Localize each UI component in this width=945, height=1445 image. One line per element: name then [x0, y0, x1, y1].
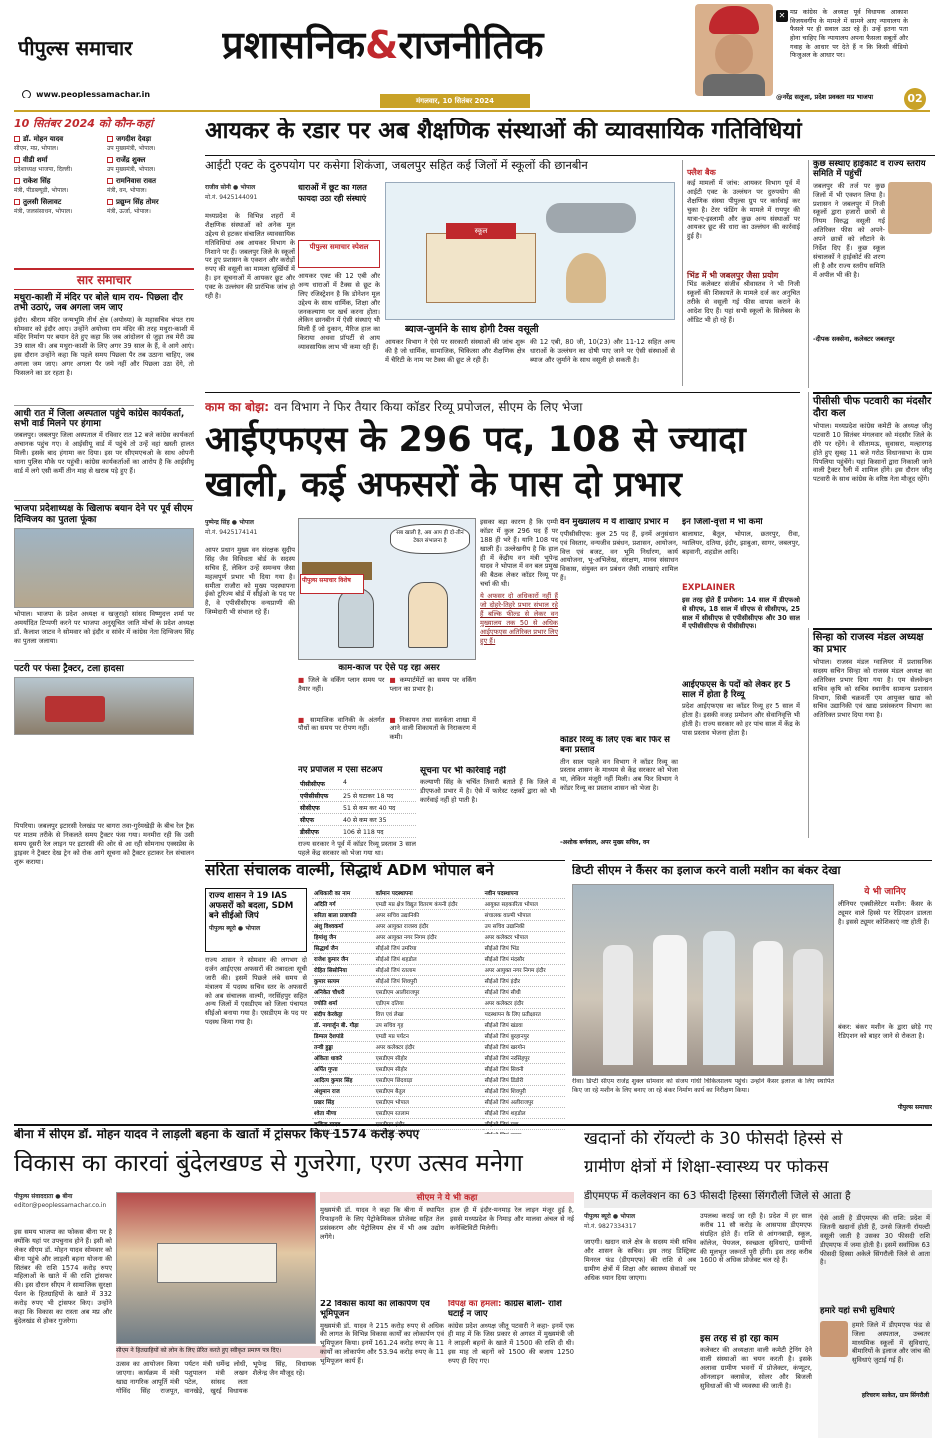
mining-facilities-by: हरिचरण साकेत, ग्राम सिंगरौली [861, 1391, 929, 1399]
effigy-photo [14, 528, 194, 608]
setup-head: नए प्रपोजल में ऐसा सेटअप [298, 766, 383, 775]
ifs-kicker: वन विभाग ने फिर तैयार किया कॉडर रिव्यू प्रपोजल, सीएम के लिए भेजा [274, 400, 583, 414]
person-item: जगदीश देवड़ा उप मुख्यमंत्री, भोपाल। [107, 135, 156, 152]
cm-also-head: सीएम ने ये भी कहा [320, 1192, 574, 1203]
cheat-box [420, 766, 556, 856]
adm-box [205, 888, 307, 952]
lead-body-3: आयकर विभाग ने ऐसे पर सरकारी संस्थाओं की जांच शुरू की है जो धार्मिक, सामाजिक, चिकित्सा और शैक्षणिक क्षेत्र में चैरिटी के नाम पर टैक्स की छूट ले रही हैं। [385, 338, 525, 364]
hc-head: कुछ संस्थाएं हाईकोर्ट व राज्य स्तरीय समिति में पहुंचीं [813, 160, 926, 179]
table-row: ज्योति शर्मा एडीएम दतिया अपर कलेक्टर इंदौर [312, 998, 565, 1009]
cm-body-1: इस समय भाजपा का फोकस बीना पर है क्योंकि यहां पर उपचुनाव होने हैं। इसी को लेकर सीएम डॉ. मोहन यादव सोमवार को बीना पहुंचे और लाड़ली बहना योजना की सितंबर की राशि 1574 करोड़ रुपए महिलाओं के खाते में की राशि ट्रांसफर की। इस दौरान सीएम ने सामाजिक सुरक्षा पेंशन के हितग्राहियों के खाते में 332 करोड़ रुपए भी ट्रांसफर किए। उन्होंने कहा कि विकास का रास्ता अब मप्र और बुंदेलखंड से होकर गुजरेगा। [14, 1228, 112, 1325]
mining-subhead: डीएमएफ में कलेक्शन का 63 फीसदी हिस्सा सिंगरौली जिले से आता है [584, 1190, 932, 1208]
bhind-body: भिंड कलेक्टर संजीव श्रीवास्तव ने भी निजी स्कूलों की शिकायतें के मामले दर्ज कर अनुचित तरीके से वसूली गई फीस वापस कराने के आदेश दिए हैं। यहां सभी स्कूलों के सिलेबस के ऑडिट भी हो रहे हैं। [687, 280, 800, 324]
effect-item: निकायन तथा सतर्कता शाखा में आने वाली शिकायतों के निराकरण में कमी। [389, 715, 476, 742]
person-item: प्रद्युम्न सिंह तोमर मंत्री, ऊर्जा, भोपाल। [107, 198, 159, 215]
table-row: एपीसीसीएफ 25 से घटाकर 18 पद [298, 789, 416, 801]
tractor-photo [14, 677, 194, 735]
hc-quote-by: -दीपक सक्सेना, कलेक्टर जबलपुर [813, 334, 895, 343]
lead-body-2: आयकर एक्ट की 12 एबी और अन्य धाराओं में टैक्स से छूट के लिए रजिस्ट्रेशन है कि डोनेशन मूल उद्देश्य के साथ धार्मिक, शिक्षा और जनकल्याण पर खर्च करना होता। लेकिन छानबीन में ऐसी संस्थाएं भी मिली हैं जो दुकान, मैरिज हाल का किराया अथवा प्रॉपर्टी से आय व्यावसायिक लाभ भी कमा रही हैं। [298, 272, 380, 352]
person-item: डॉ. मोहन यादव सीएम, मप्र, भोपाल। [14, 135, 64, 152]
adm-headline: सरिता संचालक वाल्मी, सिद्धार्थ ADM भोपाल बने [205, 862, 494, 879]
quote-avatar [695, 4, 773, 96]
setup-box [298, 766, 416, 856]
sar-story-2-body: जबलपुर। जबलपुर जिला अस्पताल में रविवार रात 12 बजे कांग्रेस कार्यकर्ता अचानक पहुंच गए। वे आईसीयू वार्ड में पहुंचे तो उन्हें वहां खस्ती हालत मिली। इसके बाद हंगामा कर दिया। इस पर सीएमएचओ के साथ ओपनी थाना पुलिस मौके पर पहुंची। कांग्रेस कार्यकर्ताओं का आरोप है कि आईसीयू वार्ड में लगे एसी कर्मी तीन माह से खराब पड़े हुए हैं। [14, 431, 194, 475]
right-top-story [808, 160, 932, 388]
sar-samachar [14, 268, 194, 820]
page-number: 02 [904, 88, 926, 110]
cm-also-body-1: मुख्यमंत्री डॉ. यादव ने कहा कि बीना में स्थापित रिफाइनरी के लिए पेट्रोकेमिकल प्रोजेक्ट सहित तेल प्रसंस्करण और पेट्रोलियम क्षेत्र में भी अब उद्योग लगेंगे। [320, 1206, 444, 1241]
cancer-side-item-1: लीनियर एक्सीलेरेटर मशीन: कैंसर के ट्यूमर वाले हिस्से पर रेडिएशन डालता है। इससे ट्यूमर कोशिकाएं नष्ट होती हैं। [838, 900, 932, 926]
sinha-story [808, 628, 932, 838]
table-row: पीसीसीएफ 4 [298, 778, 416, 790]
lead-headline: आयकर के रडार पर अब शैक्षणिक संस्थाओं की व्यावसायिक गतिविधियां [205, 118, 802, 144]
globe-icon [22, 90, 31, 98]
mining-headline-2: ग्रामीण क्षेत्रों में शिक्षा-स्वास्थ्य पर फोकस [584, 1158, 829, 1177]
cm-opp-label: विपक्ष का हमला: [448, 1300, 502, 1309]
bottom-rule [14, 1124, 932, 1126]
cancer-rule [572, 860, 932, 861]
pcc-body: भोपाल। मध्यप्रदेश कांग्रेस कमेटी के अध्यक्ष जीतू पटवारी 10 सितंबर मंगलवार को मंदसौर जिले के दौरे पर रहेंगे। वे सीतामऊ, सुवासरा, मल्हारगढ़ होते हुए सुबह 11 बजे गरोठ विधानसभा के ग्राम पिपलिया पहुंचेंगे। यहां किसानों द्वारा निकाली जाने वाली ट्रैक्टर रैली में शामिल होंगे। इस दौरान जीतू पटवारी के साथ कांग्रेस के वरिष्ठ नेता मौजूद रहेंगे। [813, 422, 932, 484]
mining-byline: पीपुल्स ब्यूरो ● भोपाल मो.नं. 9827334317 [584, 1213, 637, 1230]
date-strip: मंगलवार, 10 सितंबर 2024 [380, 94, 530, 108]
table-row: सरिता बाला प्रजापति अपर सचिव उद्यानिकी संचालक वाल्मी भोपाल [312, 910, 565, 921]
cm-works-box [320, 1300, 444, 1438]
table-row: अदिति गर्ग एमडी मप्र क्षेत्र विद्युत वितरण कंपनी इंदौर आयुक्त सहकारिता भोपाल [312, 899, 565, 910]
lead-rule [205, 155, 935, 156]
ifs-label: काम का बोझ: [205, 400, 270, 414]
cm-works-head: 22 विकास कार्यों का लोकार्पण एवं भूमिपूजन [320, 1300, 430, 1319]
person-item: राजेंद्र शुक्ल उप मुख्यमंत्री, भोपाल। [107, 156, 156, 173]
sar-story-4-head: पटरी पर फंसा ट्रैक्टर, टला हादसा [14, 660, 194, 674]
cancer-side-head: ये भी जानिए [864, 887, 906, 897]
section-title: प्रशासनिक&राजनीतिक [222, 23, 544, 67]
mining-body-1: जाएगी। खदान वाले क्षेत्र के सदस्य मंत्री सचिव और शासन के सचिव। इस तरह डिस्ट्रिक्ट मिनरल फंड (डीएमएफ) की राशि से अब ग्रामीण क्षेत्रों में शिक्षा और स्वास्थ्य सेवाओं पर अधिक ध्यान दिया जाएगा। [584, 1238, 696, 1282]
who-where-box [14, 116, 194, 258]
mining-body-2: उपलब्ध कराई जा रही है। प्रदेश में हर साल करीब 11 सौ करोड़ के आसपास डीएमएफ संग्रहित होते हैं। राशि से आंगनबाड़ी, स्कूल, कॉलेज, पेयजल, स्वच्छता सुविधाएं, ग्रामीणों की मूलभूत जरूरतें पूरी होंगी। इस तरह करीब 1600 से अधिक प्रोजेक्ट चल रहे हैं। [700, 1212, 812, 1265]
table-row: आदित्य कुमार सिंह एसडीएम छिंदवाड़ा सीईओ जिपं डिंडोरी [312, 1075, 565, 1086]
review-head: कॉडर रिव्यू के लिए एक बार फिर से बना प्रस्ताव [560, 736, 670, 755]
cm-also-box [320, 1192, 574, 1298]
districts-box [682, 518, 800, 858]
pcc-head: पीसीसी चीफ पटवारी का मंदसौर दौरा कल [813, 392, 932, 419]
table-row: तन्वी हुड्डा अपर कलेक्टर इंदौर सीईओ जिपं खरगोन [312, 1042, 565, 1053]
person-item: तुलसी सिलावट मंत्री, जलसंसाधन, भोपाल। [14, 198, 73, 215]
table-row: सिद्धार्थ जैन सीईओ जिपं उमरिया सीईओ जिपं भिंड [312, 943, 565, 954]
ifs-underlined-note: ये अफसर दो अधिकारों नहीं हैं जो दोहरे-तिहरे प्रभार संभाल रहे हैं बल्कि फील्ड से लेकर वन मुख्यालय तक 50 से अधिक आईएफएस अतिरिक्त प्रभार लिए हुए हैं। [480, 592, 558, 645]
adm-byline: पीपुल्स ब्यूरो ● भोपाल [209, 925, 261, 933]
sar-story-3-body: भोपाल। भाजपा के प्रदेश अध्यक्ष व खजुराहो सांसद विष्णुदत्त शर्मा पर अमर्यादित टिप्पणी करने पर भाजपा अनुसूचित जाति मोर्चा के प्रदेश अध्यक्ष डॉ. कैलाश जाटव ने सोमवार को इंदौर व सांवेर में कांग्रेस नेता दिग्विजय सिंह का पुतला जलाया। [14, 610, 194, 645]
table-row: श्वेता मीणा एसडीएम रतलाम सीईओ जिपं शहडोल [312, 1108, 565, 1119]
ifs-rule [205, 392, 800, 393]
table-row: कुमार सत्यम सीईओ जिपं शिवपुरी सीईओ जिपं इंदौर [312, 976, 565, 987]
table-row: सीएफ 40 से कम कर 35 [298, 813, 416, 825]
transfer-table [312, 888, 565, 1134]
mukhyalay-body: एपीसीसीएफ: कुल 25 पद हैं, इनमें अनुसंधान एवं विस्तार, वन्यजीव प्रबंधन, प्रशासन, आयोजन, वित्त एवं बजट, वन भूमि निर्धारण, कार्य आयोजना, भू-अभिलेख, संरक्षण, मानव संसाधन विकास, संयुक्त वन प्रबंधन जैसी शाखाएं शामिल हैं। [560, 529, 678, 583]
cancer-side-box [838, 884, 932, 1120]
setup-note: राज्य सरकार ने पूर्व में कॉडर रिव्यू प्रस्ताव 3 साल पहले केंद्र सरकार को भेजा गया था। [298, 839, 416, 856]
lead-subhead-a: धाराओं में छूट का गलत फायदा उठा रही संस्थाएं [298, 183, 367, 203]
cm-byline: पीपुल्स संवाददाता ● बीना editor@peoplessamachar.co.in [14, 1193, 107, 1209]
cm-photo-caption: सीएम ने हितग्राहियों को लोन के लिए प्रेरित करते हुए स्वीकृत प्रमाण पत्र दिए। [116, 1346, 326, 1358]
bhind-head: भिंड में भी जबलपुर जैसा प्रयोग [687, 271, 779, 280]
cancer-headline: डिप्टी सीएम ने कैंसर का इलाज करने वाली मशीन का बंकर देखा [572, 864, 841, 877]
districts-head: इन जिलों-वृत्तों में भी कमी [682, 518, 763, 527]
mining-facilities-head: हमारे यहां सभी सुविधाएं [820, 1306, 895, 1316]
table-row: संदीप केरकेट्टा वित्त एवं लेखा पदस्थापन के लिए प्रतीक्षारत [312, 1009, 565, 1020]
table-row: अंशुमान राज एसडीएम बैतूल सीईओ जिपं शिवपुरी [312, 1086, 565, 1097]
effect-item: जिले के वर्किंग प्लान समय पर तैयार नहीं। [298, 676, 385, 693]
cheat-head: सूचना पर भी कार्रवाई नहीं [420, 766, 506, 776]
sar-story-2-head: आधी रात में जिला अस्पताल पहुंचे कांग्रेस कार्यकर्ता, सभी वार्ड मिलने पर हंगामा [14, 405, 194, 430]
effect-item: कम्पार्टमेंटों का समय पर वर्किंग प्लान का प्रभार है। [389, 676, 476, 693]
cm-works-body: मुख्यमंत्री डॉ. यादव ने 215 करोड़ रुपए से अधिक की लागत के विभिन्न विकास कार्यों का लोकार्पण एवं भूमिपूजन किया। इनमें 161.24 करोड़ रुपए के 11 कार्यों का लोकार्पण और 53.94 करोड़ रुपए के 11 भूमिपूजन कार्य हैं। [320, 1321, 444, 1366]
cheat-body: कल्याणी सिंह के चर्चित तिवारी बताते हैं कि जिले में डीएफओ प्रभार में है। ऐसे में फारेस्ट रक्षकों द्वारा को भी कार्रवाई नहीं हो पाती है। [420, 778, 556, 805]
exam-body: प्रदेश आईएफएस का कॉडर रिव्यू हर 5 साल में होता है। इसकी वजह प्रमोशन और सेवानिवृत्ति भी होती है। राज्य सरकार को हर पांच साल में केंद्र के पास प्रस्ताव भेजना होता है। [682, 702, 800, 737]
setup-table [298, 778, 416, 838]
sar-title: सार समाचार [14, 268, 194, 290]
lead-byline: राजीव सोनी ● भोपाल मो.नं. 9425144091 [205, 184, 258, 201]
ifs-kicker-line [205, 396, 800, 414]
masthead-rule [14, 110, 930, 112]
table-row: डीसीएफ 106 से 118 पद [298, 825, 416, 837]
table-row: अनिकेत चौधरी एसडीएम आलीराजपुर सीईओ जिपं सीधी [312, 987, 565, 998]
table-row: अंशु विश्वकर्मा अपर आयुक्त राजस्व इंदौर उप सचिव उद्यानिकी [312, 921, 565, 932]
mining-headline-1: खदानों की रॉयल्टी के 30 फीसदी हिस्से से [584, 1130, 843, 1149]
table-row: हिमांशु जैन अपर आयुक्त नगर निगम इंदौर अपर कलेक्टर भोपाल [312, 932, 565, 943]
flash-back-body: कई मामलों में जांच: आयकर विभाग पूर्व में आईटी एक्ट के उल्लंघन पर दुरुपयोग की शैक्षणिक संस्था पीपुल्स ग्रुप पर कार्रवाई कर चुका है। टेरर फंडिंग के मामले में रायपुर की यात्रा-ए-इस्लामी और कुछ अन्य संस्थाओं पर आयकर छूट की धारा का उल्लंघन की कार्रवाई हुई है। [687, 179, 800, 241]
table-row: प्रखर सिंह एसडीएम भोपाल सीईओ जिपं अलीराजपुर [312, 1097, 565, 1108]
brand-name: पीपुल्स समाचार [18, 36, 133, 60]
review-body: तीन साल पहले वन विभाग ने कॉडर रिव्यू का प्रस्ताव शासन के माध्यम से केंद्र सरकार को भेजा था, लेकिन मंजूरी नहीं मिली। अब फिर विभाग ने कॉडर रिव्यू का प्रस्ताव शासन को भेजा है। [560, 757, 678, 793]
sar-story-4-body: पिपरिया। जबलपुर इटारसी रेलखंड पर बागरा तवा-गुर्रमखेड़ी के बीच रेल ट्रैक पर मातम तरीके से निकलते समय ट्रैक्टर फंस गया। मनमीरा रही कि उसी समय दूसरी रेल लाइन पर इटारसी की ओर से आ रही सोमनाथ एक्सप्रेस के ड्राइवर ने ट्रैक्टर देख ट्रेन को रोक आगे सूचना को ट्रैक्टर हटाकर रेल संचालन शुरू कराया। [14, 822, 194, 866]
sar-story-3-head: भाजपा प्रदेशाध्यक्ष के खिलाफ बयान देने पर पूर्व सीएम दिग्विजय का पुतला फूंका [14, 500, 194, 525]
villager-photo [820, 1321, 848, 1357]
adm-rule [205, 860, 565, 861]
table-row: राजेश कुमार जैन सीईओ जिपं शहडोल सीईओ जिपं मंदसौर [312, 954, 565, 965]
mining-body-3: ऐसे आती है डीएमएफ की राशि: प्रदेश में जितनी खदानों होती हैं, उनसे जितनी रॉयल्टी वसूली जाती है उसका 30 फीसदी राशि डीएमएफ में जमा होती है। इसमें सर्वाधिक 63 फीसदी हिस्सा अकेले सिंगरौली जिले से आता है। [820, 1214, 930, 1267]
sar-story-1-body: इंदौर। श्रीराम मंदिर जन्मभूमि तीर्थ क्षेत्र (अयोध्या) के महासचिव चंपत राय सोमवार को इंदौर आए। उन्होंने अयोध्या राम मंदिर की तरह मथुरा-काशी में मंदिर निर्माण पर बयान देते हुए कहा कि जब आंदोलन से जुड़ा तब मेरी उम्र 39 साल थी। अब मथुरा-काशी के लिए अगर 39 साल के हैं, वे आगे आएं। इस दौरान उन्होंने कहा कि पहले समय पिछला पैर तब उठाना चाहिए, जब अगला जम जाए। अगर अगला पैर जमे नहीं और पिछला उठा देंगे, तो फिसलने का डर रहता है। [14, 315, 194, 378]
mukhyalay-head: वन मुख्यालय में ये शाखाएं प्रभार में [560, 518, 669, 527]
cartoon-caption: काम-काज पर ऐसे पड़ रहा असर [338, 663, 440, 673]
table-row: डिम्पल देशपांडे एमडी मप्र पर्यटन सीईओ जिपं बुरहानपुर [312, 1031, 565, 1042]
ifs-body-2: इसका बड़ा कारण है कि एम्पी कॉडर में कुल 296 पद हैं पर 188 ही भरे हैं। यानि 108 पद खाली हैं। उल्लेखनीय है कि हाल ही में केंद्रीय वन मंत्री भूपेन्द्र यादव ने भोपाल में वन बल प्रमुख की बैठक लेकर कॉडर रिव्यू पर चर्चा की थी। ये अफसर दो अधिकारों नहीं हैं जो दोहरे-तिहरे प्रभार संभाल रहे हैं बल्कि फील्ड से लेकर वन मुख्यालय तक 50 से अधिक आईएफएस अतिरिक्त प्रभार लिए हुए हैं। [480, 518, 558, 645]
cm-photo [116, 1192, 316, 1344]
adm-body: राज्य शासन ने सोमवार की लगभग दो दर्जन आईएएस अफसरों की तबादला सूची जारी की। इसमें पिछले लंबे समय से मंत्रालय में पदस्थ सचिव स्तर के अफसरों को अब संचालक वाल्मी, नरसिंहपुर सहित अन्य जिलों में एसडीएम को जिला पंचायत सीईओ बनाया गया है। एसडीएम के पद पर पदस्थ किया गया है। [205, 956, 307, 1027]
explainer-body: इस तरह होते हैं प्रमोशन: 14 साल में डीएफओ से सीएफ, 18 साल में सीएफ से सीसीएफ, 25 साल में सीसीएफ से एपीसीसीएफ और 30 साल में एपीसीसीएफ से पीसीसीएफ। [682, 595, 800, 631]
mining-process-body: कलेक्टर की अध्यक्षता वाली कमेटी ट्रेनिंग देने वाली संस्थाओं का चयन करती है। इसके अलावा ग्रामीण भवनों में प्रोजेक्टर, कंप्यूटर, ऑनलाइन क्लासेज, सोलर और बिजली सुविधाओं की भी व्यवस्था की जाती है। [700, 1346, 812, 1390]
lead-special-tag: पीपुल्स समाचार स्पेशल [298, 240, 380, 268]
cm-opp-head: कांग्रेस बोली- राशि घटाई न जाए [448, 1300, 562, 1319]
lead-body-2b [298, 214, 380, 238]
cm-opp-box [448, 1300, 574, 1438]
adm-box-head: राज्य शासन ने 19 IAS अफसरों को बदला, SDM बने सीईओ जिपं [209, 891, 294, 921]
cm-also-body-2: हाल ही में इंदौर-मनमाड़ रेल लाइन मंजूर हुई है, इससे मध्यप्रदेश के निमाड़ और मालवा अंचल से नई कनेक्टिविटी मिलेगी। [450, 1206, 574, 1232]
masthead [0, 0, 945, 112]
flash-back-box [682, 160, 800, 386]
explainer-label: EXPLAINER [682, 582, 736, 593]
who-where-title: 10 सितंबर 2024 को कौन-कहां [14, 117, 153, 130]
cancer-side-item-2: बंकर: बंकर मशीन के द्वारा छोड़े गए रेडिएशन को बाहर जाने से रोकता है। [838, 1023, 932, 1040]
mining-process-head: इस तरह से हो रहा काम [700, 1334, 779, 1344]
sinha-body: भोपाल। राजस्व मंडल ग्वालियर में प्रशासनिक सदस्य सचिन सिन्हा को राजस्व मंडल अध्यक्ष का अतिरिक्त प्रभार दिया गया है। एम सेलवेन्द्रन सचिव कृषि को सचिव स्थानीय सामान्य प्रशासन विभाग, सिबी चक्रवर्ती एम आयुक्त खाद्य को सचिव उद्यानिकी एवं खाद्य प्रसंस्करण विभाग का अतिरिक्त प्रभार दिया गया है। [813, 658, 932, 720]
cancer-photo [572, 884, 834, 1076]
person-item: राकेश सिंह मंत्री, पीडब्ल्यूडी, भोपाल। [14, 177, 69, 194]
cm-body-2: उत्सव का आयोजन किया जाएगा। कार्यक्रम में मंत्री खाद्य नागरिक आपूर्ति मंत्री गोविंद सिंह राजपूत, पर्यटन मंत्री धर्मेन्द्र लोधी, पशुपालन मंत्री लखन पटेल, सांसद लता वानखेड़े, खुरई विधायक भूपेन्द्र सिंह, विधायक शैलेन्द्र जैन मौजूद रहे। [116, 1360, 316, 1395]
table-row: डॉ. नागार्जुन बी. गौड़ा उप सचिव गृह सीईओ जिपं खंडवा [312, 1020, 565, 1031]
cartoon-special-tag: पीपुल्स समाचार विशेष [300, 574, 364, 594]
x-icon: ✕ [776, 10, 788, 22]
review-box [560, 736, 678, 858]
school-photo-caption: ब्याज-जुर्माने के साथ होगी टैक्स वसूली [405, 324, 539, 335]
hc-body: जबलपुर की तर्ज पर कुछ जिलों में भी एक्शन लिया है। प्रशासन ने जबलपुर में निजी स्कूलों द्वारा हजारों छात्रों से नियम विरुद्ध वसूली गई अतिरिक्त फीस को अपने-अपने छात्रों को लौटाने के निर्देश दिए हैं। कुछ स्कूल संचालकों ने हाईकोर्ट की शरण ली है और राज्य स्तरीय समिति में अपील भी की है। [813, 181, 885, 279]
lead-subhead: आईटी एक्ट के दुरुपयोग पर कसेगा शिकंजा, जबलपुर सहित कई जिलों में स्कूलों की छानबीन [205, 159, 588, 172]
mining-side [818, 1212, 932, 1438]
table-row: अर्पित गुप्ता एसडीएम सीहोर सीईओ जिपं सिवनी [312, 1064, 565, 1075]
cancer-side-by: पीपुल्स समाचार [897, 1104, 932, 1111]
review-by: -अशोक बर्णवाल, अपर मुख्य सचिव, वन [560, 838, 650, 846]
table-row: सीसीएफ 51 से कम कर 40 पद [298, 801, 416, 813]
cancer-caption: रीवा। डिप्टी सीएम राजेंद्र शुक्ल सोमवार को संजय गांधी चिकित्सालय पहुंचे। उन्होंने कैंसर इलाज के लिए स्थापित किए जा रहे मशीन के लिए बनाए जा रहे बंकर निर्माण कार्य का निरीक्षण किया। [572, 1078, 834, 1094]
lead-body-4: की 12 एबी, 80 जी, 10(23) और 11-12 सहित अन्य धाराओं के उल्लंघन का दोषी पाए जाने पर ऐसी संस्थाओं से ब्याज और जुर्माने के साथ वसूली हो सकती है। [530, 338, 675, 364]
quote-author: @नरेंद्र सलूजा, प्रदेश प्रवक्ता मप्र भाजपा [776, 93, 874, 101]
sar-story-1-head: मथुरा-काशी में मंदिर पर बोले धाम राय- पिछला दौर तभी उठाएं, जब अगला जम जाए [14, 293, 183, 314]
ifs-headline: आईएफएस के 296 पद, 108 से ज्यादा खाली, कई अफसरों के पास दो प्रभार [205, 420, 746, 505]
table-row: रोहित सिसोनिया सीईओ जिपं रतलाम अपर आयुक्त नगर निगम इंदौर [312, 965, 565, 976]
ifs-byline: पुष्पेन्द्र सिंह ● भोपाल मो.नं. 9425174141 [205, 519, 258, 536]
effect-item: सामाजिक वानिकी के अंतर्गत पौधों का समय पर रोपण नहीं। [298, 715, 385, 733]
school-illustration: स्कूल [385, 182, 675, 320]
mining-facilities-body: हमारे जिले में डीएमएफ फंड से जिला अस्पताल, उच्चतर माध्यमिक स्कूलों में सुविधाएं, बीमारियों के इलाज और जांच की सुविधाएं जुटाई गई हैं। [852, 1320, 930, 1365]
table-header: अधिकारी का नाम वर्तमान पदस्थापना नवीन पदस्थापना [312, 888, 565, 899]
collector-photo [888, 182, 932, 234]
sinha-head: सिन्हा को राजस्व मंडल अध्यक्ष का प्रभार [813, 628, 932, 655]
quote-text: मप्र कांग्रेस के अध्यक्ष पूर्व विधायक आकाश विजयवर्गीय के मामले में सामने आए न्यायालय के फैसले पर ही सवाल उठा रहे हैं। उन्हें इतना पता होना चाहिए कि न्यायालय अपना फैसला सबूतों और गवाह के आधार पर देते हैं न कि किसी वीडियो फिजुअल के आधार पर। [790, 8, 908, 60]
pcc-story [808, 392, 932, 620]
cm-headline: विकास का कारवां बुंदेलखण्ड से गुजरेगा, एरण उत्सव मनेगा [14, 1150, 523, 1177]
ifs-cartoon [298, 518, 476, 660]
mukhyalay-box [560, 518, 678, 736]
person-item: वीडी शर्मा प्रदेशाध्यक्ष भाजपा, दिल्ली। [14, 156, 73, 173]
exam-head: आईएफएस के पदों को लेकर हर 5 साल में होता है रिव्यू [682, 679, 791, 700]
districts-body: बालाघाट, बैतूल, भोपाल, छतरपुर, रीवा, ग्वालियर, दतिया, इंदौर, झाबुआ, सागर, जबलपुर, बड़वानी, शहडोल आदि। [682, 529, 800, 556]
website-url: www.peoplessamachar.in [36, 90, 151, 98]
person-item: रामनिवास रावत मंत्री, वन, भोपाल। [107, 177, 156, 194]
effect-list: ■ जिले के वर्किंग प्लान समय पर तैयार नहीं। ■ कम्पार्टमेंटों का समय पर वर्किंग प्लान का प्रभार है। ■ सामाजिक वानिकी के अंतर्गत पौधों का समय पर रोपण नहीं। ■ निकायन तथा सतर्कता शाखा में आने वाली शिकायतों के निराकरण में कमी। [298, 676, 476, 742]
table-row: अंकिता धाकरे एसडीएम सीहोर सीईओ जिपं नरसिंहपुर [312, 1053, 565, 1064]
lead-body-1: मध्यप्रदेश के विभिन्न शहरों में शैक्षणिक संस्थाओं को अनेक मूल उद्देश्य से हटकर संचालित व्यावसायिक गतिविधियां अब आयकर विभाग के निशाने पर हैं। जबलपुर जिले के स्कूलों पर हुए प्रशासन के एक्शन और करोड़ों रुपए की वसूली का मामला सुर्खियों में है। इन सूचनाओं में आयकर छूट और एक्ट के उल्लंघन की प्रारंभिक जांच हो रही है। [205, 212, 295, 301]
mining-process-box [700, 1334, 812, 1438]
cm-opp-body: कांग्रेस प्रदेश अध्यक्ष जीतू पटवारी ने कहा- इनमें एक ही माह में कि जिस प्रकार से अगस्त में मुख्यमंत्री जी ने लाड़ली बहनों के खाते में 1500 की राशि दी थी। इस माह तो बहनों को 1500 की बजाय 1250 रुपए ही दिए गए। [448, 1321, 574, 1366]
flash-back-label: फ्लैश बैक [687, 168, 716, 177]
cm-banner: बीना में सीएम डॉ. मोहन यादव ने लाड़ली बहना के खातों में ट्रांसफर किए 1574 करोड़ रुपए [14, 1128, 420, 1141]
ifs-body-1: आपर प्रधान मुख्य वन संरक्षक सुदीप सिंह जैव विविधता बोर्ड के सदस्य सचिव हैं, लेकिन उन्हें समन्वय जैसा महत्वपूर्ण प्रभार भी दिया गया है। समीता राजौरा को मुख्य पदस्थापना ईको टूरिज्म बोर्ड में सीईओ के पद पर है, वे एपीसीसीएफ वन्यप्राणी की जिम्मेदारी भी संभाल रहे हैं। [205, 546, 295, 617]
cartoon-bubble: सब खाली है, अब आप ही दो-तीन टेबल संभालना है [390, 524, 470, 554]
